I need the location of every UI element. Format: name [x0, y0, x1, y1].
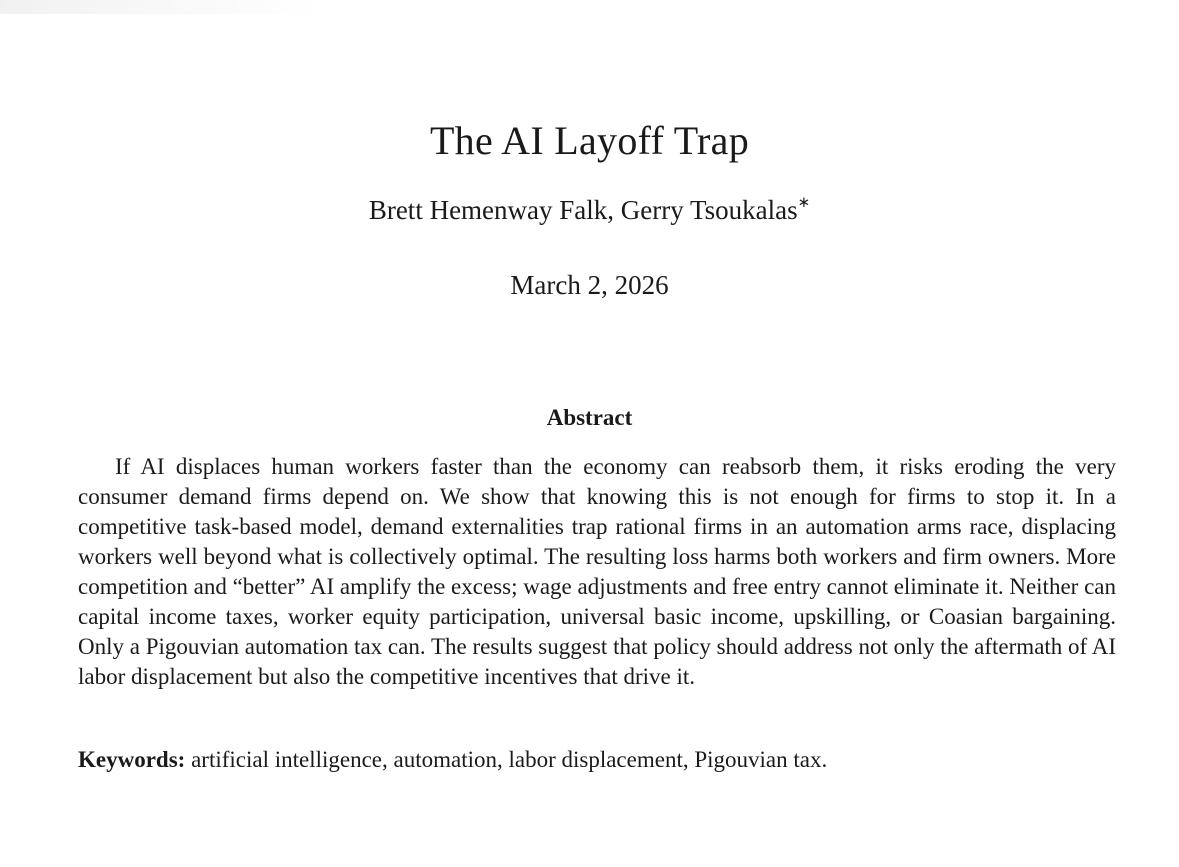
abstract-heading: Abstract [546, 405, 633, 430]
paper-date: March 2, 2026 [510, 270, 669, 300]
keywords [78, 745, 1116, 775]
abstract-text: If AI displaces human workers faster than the economy can reabsorb them, it risks eroding the very consumer demand firms depend on. We show that knowing this is not enough for firms to stop it. In a competitive task-based model, demand externalities trap rational firms in an automation arms race, displacing workers well beyond what is collectively optimal. The resulting loss harms both workers and firm owners. More competition and “better” AI amplify the excess; wage adjustments and free entry cannot eliminate it. Neither can capital income taxes, worker equity participation, universal basic income, upskilling, or Coasian bargaining. Only a Pigouvian automation tax can. The results suggest that policy should address not only the aftermath of AI labor displacement but also the competitive incentives that drive it. [78, 454, 1116, 689]
paper-title: The AI Layoff Trap [429, 117, 750, 163]
authors: Brett Hemenway Falk, Gerry Tsoukalas [368, 195, 798, 225]
keywords-text: artificial intelligence, automation, labor displacement, Pigouvian tax. [191, 747, 828, 772]
author-line [0, 195, 1179, 226]
scan-shade [0, 0, 320, 14]
keywords-label: Keywords: [78, 747, 186, 772]
author-footnote-mark: ∗ [797, 195, 811, 211]
